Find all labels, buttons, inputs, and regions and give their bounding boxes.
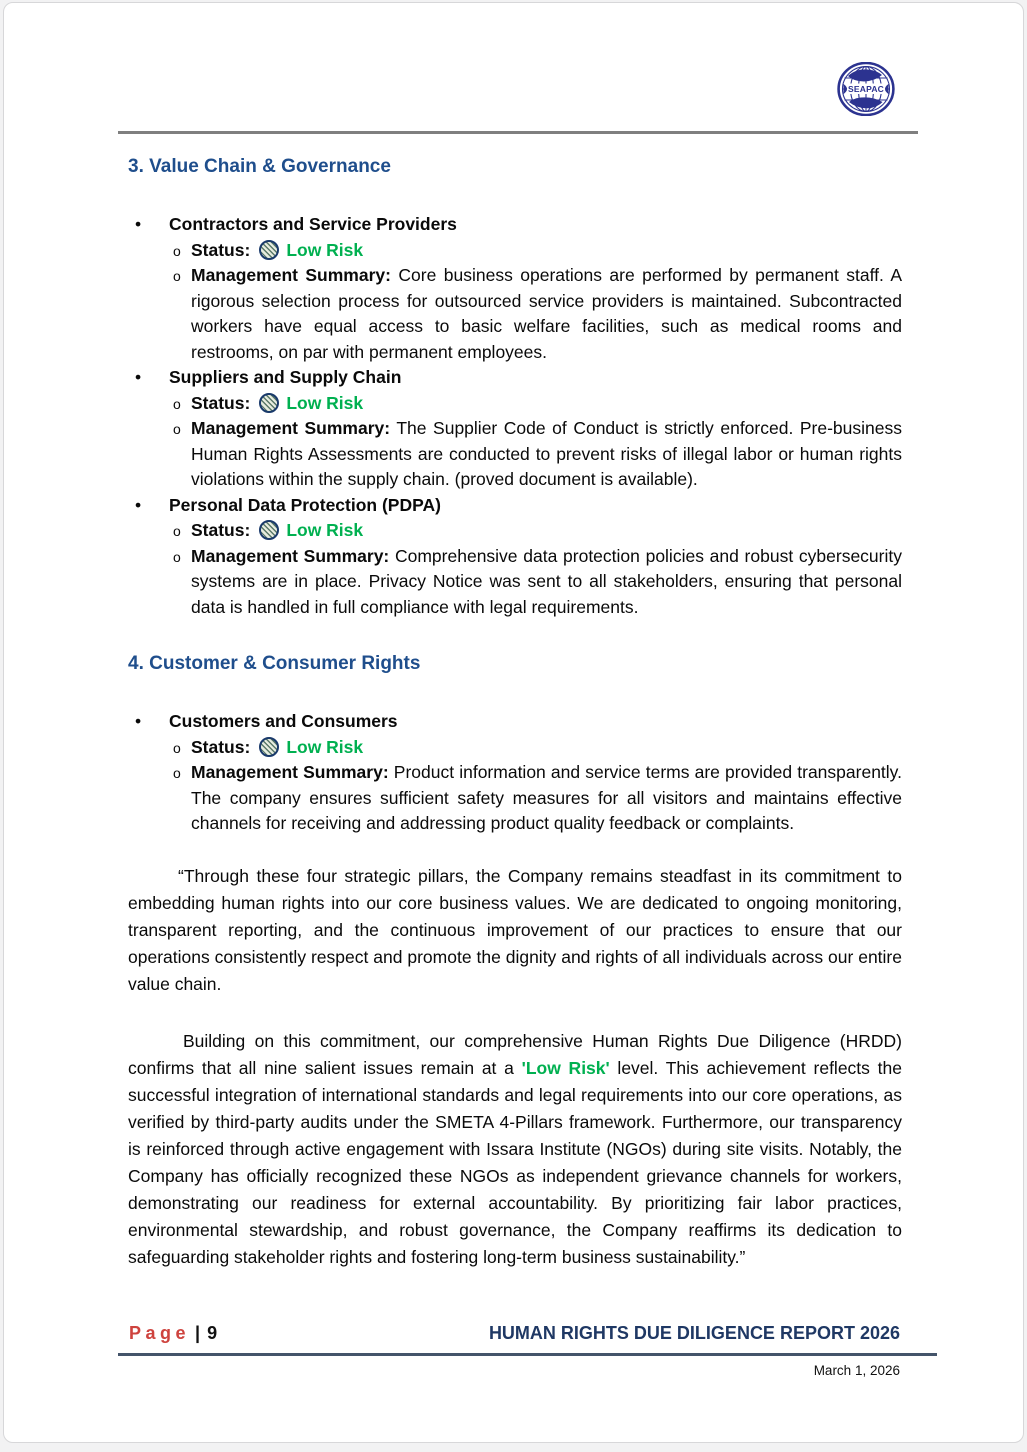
item-title [128,212,902,238]
bullet-icon: • [135,367,142,387]
summary-text: Product information and service terms are provided transparently. The company ensures sufficient safety measures for all visitors and maintains effective channels for receiving and addressing product quality feedback or complaints. [191,762,902,833]
hrdd-paragraph [128,1028,902,1271]
seapac-logo [837,62,895,116]
summary-label: Management Summary: [191,418,391,438]
item-title-text: Customers and Consumers [169,711,398,731]
summary-text: The Supplier Code of Conduct is strictly enforced. Pre-business Human Rights Assessments are conducted to prevent risks of illegal labor or human rights violations within the supply chain. (proved document is available). [191,418,902,489]
status-label: Status: [191,239,251,260]
summary-label: Management Summary: [191,545,390,566]
logo-text: SEAPAC [848,84,884,94]
status-row [128,518,902,544]
status-row [128,391,902,417]
summary-text: Core business operations are performed by permanent staff. A rigorous selection process for outsourced service providers is maintained. Subcontracted workers have equal access to basic welfare facilities, such as medical rooms and restrooms, on par with permanent employees. [191,265,902,362]
status-value: Low Risk [286,239,364,260]
management-summary [128,263,902,365]
status-row [128,735,902,761]
item-title-text: Suppliers and Supply Chain [169,367,402,387]
report-date: March 1, 2026 [813,1363,900,1378]
page-header [4,3,1023,135]
status-row [128,238,902,264]
hrdd-text-before: Building on this commitment, our comprehensive Human Rights Due Diligence (HRDD) confirms that all nine salient issues remain at a [128,1030,902,1078]
item-title-text: Personal Data Protection (PDPA) [169,494,441,515]
page-number: | 9 [195,1323,219,1343]
document-page [3,2,1024,1443]
report-title: HUMAN RIGHTS DUE DILIGENCE REPORT 2026 [488,1323,900,1343]
management-summary [128,416,902,493]
page-label: Page [129,1323,191,1343]
bullet-icon: • [135,494,142,515]
closing-quote-paragraph: “Through these four strategic pillars, the Company remains steadfast in its commitment to embedding human rights into our core business values. We are dedicated to ongoing monitoring, transparent reporting, and the continuous improvement of our practices to ensure that our operations consistently respect and promote the dignity and rights of all individuals across our entire value chain. [128,865,902,994]
circle-bullet-icon: o [173,548,181,565]
circle-bullet-icon: o [173,765,181,781]
list-item-contractors [128,212,902,365]
list-item-suppliers [128,365,902,493]
hrdd-text-after: level. This achievement reflects the successful integration of international standards and legal requirements into our core operations, as verified by third-party audits under the SMETA 4-Pillars framework. Furthermore, our transparency is reinforced through active engagement with Issara Institute (NGOs) during site visits. Notably, the Company has officially recognized these NGOs as independent grievance channels for workers, demonstrating our readiness for external accountability. By prioritizing fair labor practices, environmental stewardship, and robust governance, the Company reaffirms its dedication to safeguarding stakeholder rights and fostering long-term business sustainability.” [128,1057,902,1267]
status-label: Status: [191,392,251,413]
page-footer [118,1323,937,1378]
section-heading-4: 4. Customer & Consumer Rights [128,653,421,674]
item-title [128,709,902,735]
summary-text: Comprehensive data protection policies and robust cybersecurity systems are in place. Privacy Notice was sent to all stakeholders, ensuring that personal data is handled in full compliance with legal requirements. [191,545,902,617]
status-value: Low Risk [286,736,364,757]
document-body [128,154,902,1271]
management-summary [128,760,902,837]
low-risk-highlight: 'Low Risk' [521,1057,610,1078]
bullet-icon: • [135,711,142,731]
management-summary [128,544,902,621]
summary-label: Management Summary: [191,265,391,285]
section-heading-3: 3. Value Chain & Governance [128,156,391,177]
status-label: Status: [191,520,251,540]
status-value: Low Risk [286,392,364,413]
circle-bullet-icon: o [173,523,181,539]
status-label: Status: [191,736,251,757]
item-title [128,365,902,391]
summary-label: Management Summary: [191,762,389,782]
globe-logo-icon [837,62,895,116]
low-risk-status-icon [259,520,279,540]
status-value: Low Risk [286,520,364,540]
low-risk-status-icon [259,240,279,260]
item-title [128,493,902,519]
item-title-text: Contractors and Service Providers [169,214,457,234]
low-risk-status-icon [259,737,279,757]
circle-bullet-icon: o [173,739,181,756]
footer-row [118,1323,937,1356]
header-divider [118,131,918,134]
circle-bullet-icon: o [173,421,181,437]
circle-bullet-icon: o [173,395,181,412]
low-risk-status-icon [259,393,279,413]
page-indicator [129,1323,218,1344]
circle-bullet-icon: o [173,268,181,284]
list-item-pdpa [128,493,902,621]
list-item-customers [128,709,902,837]
circle-bullet-icon: o [173,242,181,259]
bullet-icon: • [135,214,142,234]
